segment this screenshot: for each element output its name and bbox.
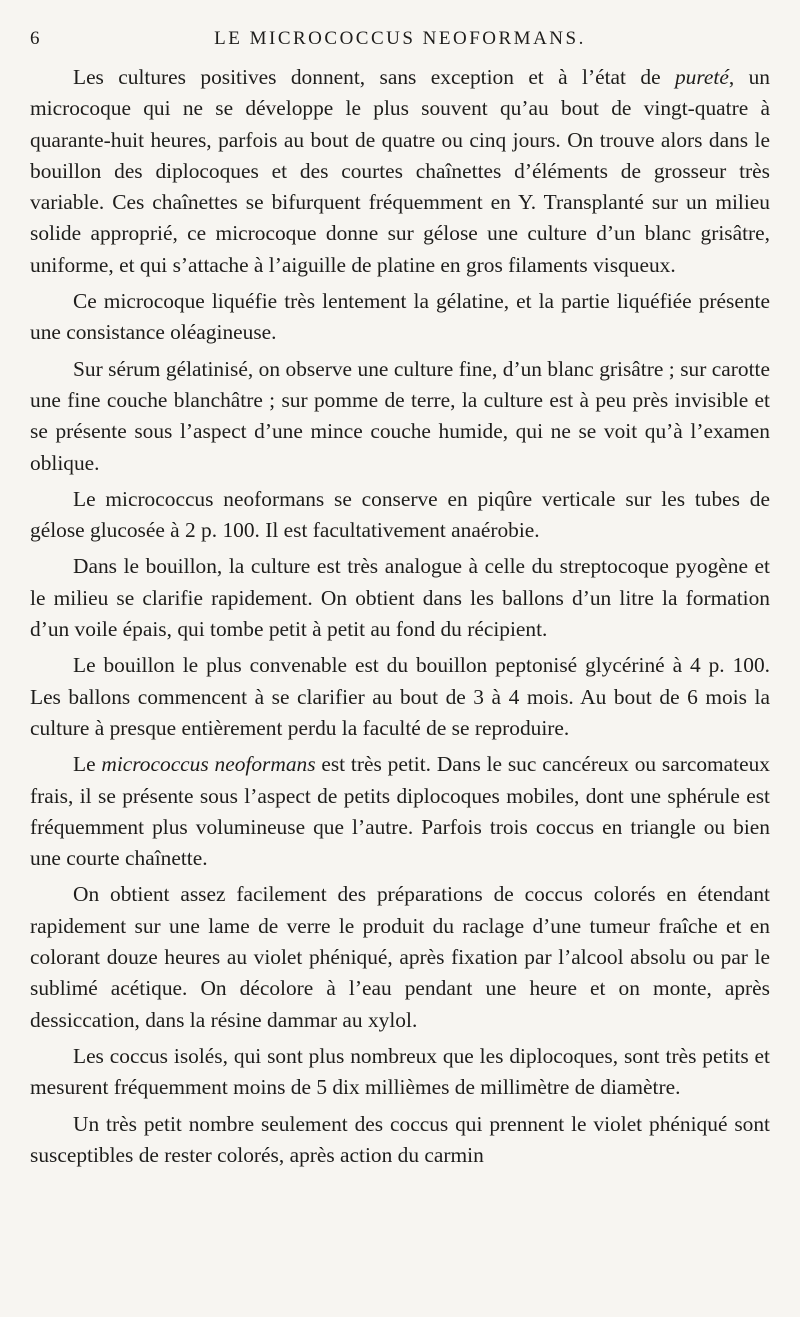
paragraph-coloration: Un très petit nombre seulement des coccus qui prennent le violet phéniqué sont susceptibles de rester colorés, après action du carmin: [30, 1111, 770, 1167]
paragraph-preparations: On obtient assez facilement des préparations de coccus colorés en étendant rapidement sur une lame de verre le produit du raclage d’une tumeur fraîche et en colorant douze heures au violet phéniqué, après fixation par l’alcool absolu ou par le sublimé acétique. On décolore à l’eau pendant une heure et on monte, après dessiccation, dans la résine dammar au xylol.: [30, 882, 770, 1032]
emphasis-purete: pureté: [674, 65, 729, 89]
paragraph-bouillon: Dans le bouillon, la culture est très analogue à celle du streptocoque pyogène et le milieu se clarifie rapidement. On obtient dans les ballons d’un litre la formation d’un voile épais, qui tombe petit à petit au fond du récipient.: [30, 554, 770, 642]
page-number: 6: [30, 28, 42, 49]
running-head: [30, 24, 770, 58]
paragraph-conservation: Le micrococcus neoformans se conserve en piqûre verticale sur les tubes de gélose glucosée à 2 p. 100. Il est facultativement anaérobie.: [30, 486, 770, 543]
paragraph-pure-cultures: Les cultures positives donnent, sans exception et à l’état de pureté, un microcoque qui ne se développe le plus souvent qu’au bout de vingt-quatre à quarante-huit heures, parfois au bout de quatre ou cinq jours. On trouve alors dans le bouillon des diplocoques et des courtes chaînettes d’éléments de grosseur très variable. Ces chaînettes se bifurquent fréquemment en Y. Transplanté sur un milieu solide approprié, ce microcoque donne sur gélose une culture d’un blanc grisâtre, uniforme, et qui s’attache à l’aiguille de platine en gros filaments visqueux.: [30, 65, 770, 277]
header-title: LE MICROCOCCUS NEOFORMANS.: [214, 28, 586, 49]
paragraph-serum: Sur sérum gélatinisé, on observe une culture fine, d’un blanc grisâtre ; sur carotte une fine couche blanchâtre ; sur pomme de terre, la culture est à peu près invisible et se présente sous l’aspect d’une mince couche humide, qui ne se voit qu’à l’examen oblique.: [30, 356, 770, 475]
paragraph-gelatine: Ce microcoque liquéfie très lentement la gélatine, et la partie liquéfiée présente une consistance oléagineuse.: [30, 289, 770, 345]
paragraph-coccus-isoles: Les coccus isolés, qui sont plus nombreux que les diplocoques, sont très petits et mesurent fréquemment moins de 5 dix millièmes de millimètre de diamètre.: [30, 1043, 770, 1100]
paragraph-bouillon-peptonise: Le bouillon le plus convenable est du bouillon peptonisé glycériné à 4 p. 100. Les ballons commencent à se clarifier au bout de 3 à 4 mois. Au bout de 6 mois la culture à presque entièrement perdu la faculté de se reproduire.: [30, 653, 770, 740]
emphasis-micrococcus-neoformans: micrococcus neoformans: [101, 752, 316, 777]
body-text: [30, 62, 770, 1171]
paragraph-micrococcus-description: Le micrococcus neoformans est très petit. Dans le suc cancéreux ou sarcomateux frais, il se présente sous l’aspect de petits diplocoques mobiles, dont une sphérule est fréquemment plus volumineuse que l’autre. Parfois trois coccus en triangle ou bien une courte chaînette.: [30, 752, 770, 871]
